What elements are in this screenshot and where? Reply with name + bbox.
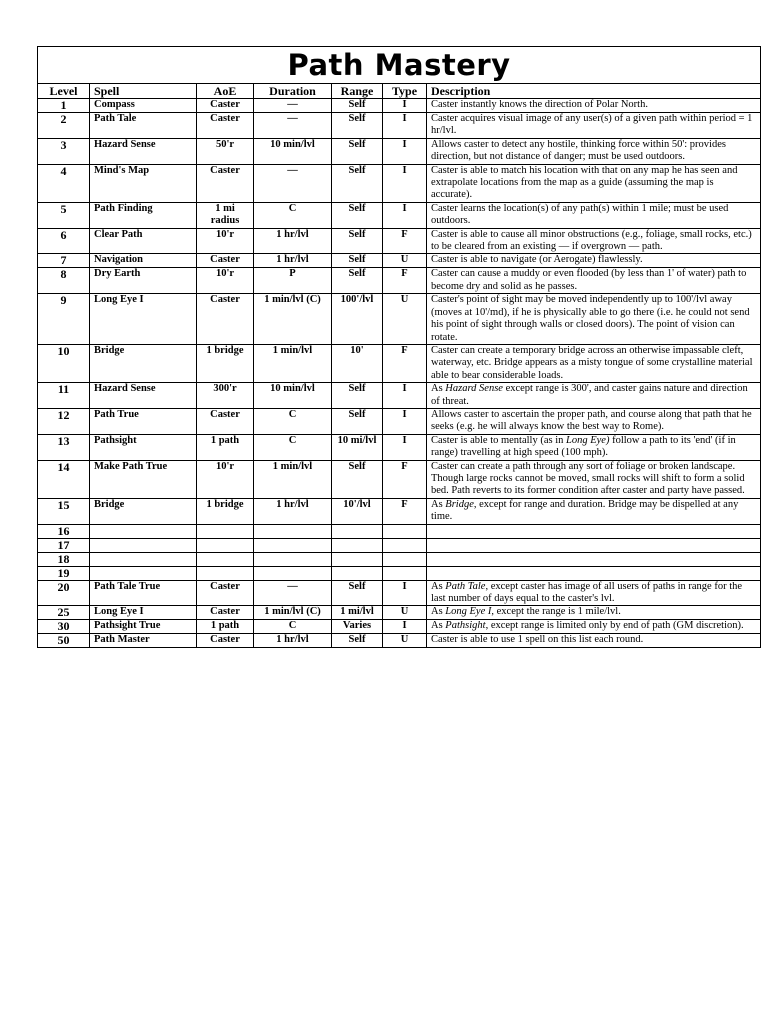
description-text: As [431, 383, 446, 395]
duration-cell [254, 524, 332, 538]
level-cell: 17 [38, 538, 90, 552]
type-cell: U [383, 606, 427, 620]
header-type: Type [383, 84, 427, 99]
header-spell: Spell [90, 84, 197, 99]
table-row [38, 538, 761, 552]
aoe-cell: Caster [197, 634, 254, 648]
table-row [38, 254, 761, 268]
type-cell: I [383, 99, 427, 113]
description-cell: Caster is able to match his location with that on any map he has seen and extrapolate locations from the map as a guide (assuming the map is accurate). [427, 164, 761, 202]
duration-cell: 10 min/lvl [254, 138, 332, 164]
duration-cell: 10 min/lvl [254, 383, 332, 409]
description-cell [427, 552, 761, 566]
spell-name-cell [90, 566, 197, 580]
spell-name-cell: Path Master [90, 634, 197, 648]
description-cell [427, 538, 761, 552]
range-cell: Self [332, 460, 383, 498]
level-cell: 25 [38, 606, 90, 620]
header-duration: Duration [254, 84, 332, 99]
table-row [38, 344, 761, 382]
type-cell: F [383, 228, 427, 254]
description-text: follow a path to its 'end' (if in range) travelling at high speed (100 mph). [431, 434, 736, 459]
description-cell: Caster instantly knows the direction of Polar North. [427, 99, 761, 113]
duration-cell: — [254, 99, 332, 113]
range-cell: Self [332, 408, 383, 434]
description-text: , except for range and duration. Bridge may be dispelled at any time. [431, 498, 739, 523]
range-cell: 10' [332, 344, 383, 382]
description-cell [427, 498, 761, 524]
header-row [38, 84, 761, 99]
aoe-cell: 300'r [197, 383, 254, 409]
aoe-cell [197, 552, 254, 566]
description-text: , except the range is 1 mile/lvl. [491, 606, 621, 618]
description-cell: Caster learns the location(s) of any path(s) within 1 mile; must be used outdoors. [427, 202, 761, 228]
type-cell: U [383, 634, 427, 648]
description-cell: Caster can create a temporary bridge across an otherwise impassable cleft, waterway, etc. Bridge appears as a misty tongue of some crystalline material able to bear considerable loads. [427, 344, 761, 382]
table-row [38, 606, 761, 620]
level-cell: 2 [38, 113, 90, 139]
table-row [38, 383, 761, 409]
level-cell: 6 [38, 228, 90, 254]
type-cell [383, 524, 427, 538]
spell-name-cell: Long Eye I [90, 294, 197, 345]
duration-cell: C [254, 408, 332, 434]
type-cell: U [383, 294, 427, 345]
level-cell: 9 [38, 294, 90, 345]
spell-name-cell: Long Eye I [90, 606, 197, 620]
description-cell: Caster is able to cause all minor obstructions (e.g., foliage, small rocks, etc.) to be cleared from an existing — if overgrown — path. [427, 228, 761, 254]
table-row [38, 460, 761, 498]
description-cell: Caster is able to use 1 spell on this list each round. [427, 634, 761, 648]
type-cell: I [383, 202, 427, 228]
spell-list-sheet [37, 46, 760, 648]
table-row [38, 434, 761, 460]
duration-cell: C [254, 434, 332, 460]
type-cell: U [383, 254, 427, 268]
level-cell: 50 [38, 634, 90, 648]
table-row [38, 566, 761, 580]
type-cell: I [383, 620, 427, 634]
level-cell: 11 [38, 383, 90, 409]
aoe-cell: 1 bridge [197, 498, 254, 524]
level-cell: 14 [38, 460, 90, 498]
aoe-cell: 1 path [197, 620, 254, 634]
description-cell: Allows caster to detect any hostile, thinking force within 50': provides direction, but not distance of danger; must be used outdoors. [427, 138, 761, 164]
level-cell: 7 [38, 254, 90, 268]
duration-cell: C [254, 620, 332, 634]
aoe-cell: Caster [197, 254, 254, 268]
aoe-cell: Caster [197, 408, 254, 434]
description-cell [427, 383, 761, 409]
duration-cell: 1 hr/lvl [254, 498, 332, 524]
aoe-cell: 1 bridge [197, 344, 254, 382]
type-cell [383, 538, 427, 552]
duration-cell: 1 min/lvl (C) [254, 606, 332, 620]
type-cell: I [383, 138, 427, 164]
duration-cell: 1 hr/lvl [254, 228, 332, 254]
duration-cell: 1 hr/lvl [254, 634, 332, 648]
level-cell: 5 [38, 202, 90, 228]
duration-cell: 1 min/lvl [254, 344, 332, 382]
table-row [38, 113, 761, 139]
type-cell: F [383, 498, 427, 524]
spell-reference: Pathsight [445, 620, 486, 632]
range-cell: Varies [332, 620, 383, 634]
description-cell: Caster is able to navigate (or Aerogate) flawlessly. [427, 254, 761, 268]
spell-name-cell: Pathsight True [90, 620, 197, 634]
table-row [38, 634, 761, 648]
spell-name-cell: Path Tale True [90, 580, 197, 606]
title-row [38, 47, 761, 84]
aoe-cell: Caster [197, 113, 254, 139]
level-cell: 12 [38, 408, 90, 434]
level-cell: 16 [38, 524, 90, 538]
page-title: Path Mastery [287, 48, 511, 82]
spell-name-cell: Hazard Sense [90, 138, 197, 164]
aoe-cell: 1 mi radius [197, 202, 254, 228]
duration-cell: — [254, 164, 332, 202]
spell-name-cell [90, 524, 197, 538]
duration-cell: P [254, 268, 332, 294]
aoe-cell [197, 566, 254, 580]
description-text: As [431, 620, 446, 632]
description-cell [427, 434, 761, 460]
aoe-cell: 10'r [197, 268, 254, 294]
header-level: Level [38, 84, 90, 99]
aoe-cell: Caster [197, 606, 254, 620]
description-cell: Allows caster to ascertain the proper path, and course along that path that he seeks (e.g. he will always know the best way to Rome). [427, 408, 761, 434]
range-cell: Self [332, 254, 383, 268]
table-row [38, 228, 761, 254]
level-cell: 3 [38, 138, 90, 164]
spell-name-cell: Navigation [90, 254, 197, 268]
table-row [38, 202, 761, 228]
range-cell: Self [332, 164, 383, 202]
table-row [38, 498, 761, 524]
description-cell [427, 606, 761, 620]
table-row [38, 138, 761, 164]
range-cell [332, 552, 383, 566]
header-description: Description [427, 84, 761, 99]
title-cell [38, 47, 761, 84]
level-cell: 18 [38, 552, 90, 566]
range-cell: Self [332, 228, 383, 254]
spell-reference: Bridge [445, 498, 474, 510]
range-cell [332, 538, 383, 552]
spell-name-cell [90, 538, 197, 552]
spell-name-cell: Mind's Map [90, 164, 197, 202]
aoe-cell: 10'r [197, 228, 254, 254]
description-cell: Caster's point of sight may be moved independently up to 100'/lvl away (moves at 10'/md), if he is physically able to go there (i.e. he could not send his point of sight through walls or closed doors). The point of vision can rotate. [427, 294, 761, 345]
description-cell [427, 524, 761, 538]
description-text: , except range is limited only by end of path (GM discretion). [485, 620, 744, 632]
level-cell: 10 [38, 344, 90, 382]
spell-name-cell [90, 552, 197, 566]
description-cell [427, 566, 761, 580]
range-cell: Self [332, 113, 383, 139]
range-cell: Self [332, 580, 383, 606]
description-cell [427, 620, 761, 634]
spell-rows [38, 99, 761, 648]
header-aoe: AoE [197, 84, 254, 99]
range-cell [332, 524, 383, 538]
table-row [38, 99, 761, 113]
table-row [38, 580, 761, 606]
spell-reference: Hazard Sense [445, 383, 503, 395]
aoe-cell: Caster [197, 164, 254, 202]
duration-cell: 1 min/lvl [254, 460, 332, 498]
duration-cell [254, 566, 332, 580]
range-cell: Self [332, 383, 383, 409]
range-cell: Self [332, 268, 383, 294]
range-cell: 1 mi/lvl [332, 606, 383, 620]
table-row [38, 294, 761, 345]
spell-name-cell: Clear Path [90, 228, 197, 254]
range-cell: Self [332, 202, 383, 228]
spell-name-cell: Hazard Sense [90, 383, 197, 409]
aoe-cell: Caster [197, 294, 254, 345]
aoe-cell: 1 path [197, 434, 254, 460]
type-cell: I [383, 434, 427, 460]
spell-reference: Long Eye I [445, 606, 492, 618]
description-text: As [431, 580, 446, 592]
duration-cell [254, 538, 332, 552]
header-range: Range [332, 84, 383, 99]
spell-name-cell: Path Tale [90, 113, 197, 139]
aoe-cell: 50'r [197, 138, 254, 164]
range-cell: Self [332, 138, 383, 164]
description-cell: Caster can create a path through any sort of foliage or broken landscape. Though large rocks cannot be moved, small rocks will shift to form a solid bed. Path reverts to its former condition after caster and party have passed. [427, 460, 761, 498]
spell-name-cell: Compass [90, 99, 197, 113]
type-cell: I [383, 580, 427, 606]
level-cell: 20 [38, 580, 90, 606]
aoe-cell [197, 538, 254, 552]
spell-name-cell: Bridge [90, 498, 197, 524]
range-cell [332, 566, 383, 580]
duration-cell: 1 hr/lvl [254, 254, 332, 268]
type-cell: I [383, 383, 427, 409]
duration-cell [254, 552, 332, 566]
range-cell: 10'/lvl [332, 498, 383, 524]
description-text: except range is 300', and caster gains nature and direction of threat. [431, 383, 748, 407]
spell-name-cell: Bridge [90, 344, 197, 382]
range-cell: 10 mi/lvl [332, 434, 383, 460]
spell-name-cell: Path Finding [90, 202, 197, 228]
level-cell: 19 [38, 566, 90, 580]
level-cell: 4 [38, 164, 90, 202]
level-cell: 13 [38, 434, 90, 460]
type-cell [383, 566, 427, 580]
spell-reference: Path Tale [445, 580, 486, 592]
type-cell: I [383, 408, 427, 434]
description-cell [427, 580, 761, 606]
description-cell: Caster can cause a muddy or even flooded (by less than 1' of water) path to become dry and solid as he passes. [427, 268, 761, 294]
range-cell: Self [332, 99, 383, 113]
range-cell: 100'/lvl [332, 294, 383, 345]
aoe-cell: 10'r [197, 460, 254, 498]
spell-name-cell: Path True [90, 408, 197, 434]
range-cell: Self [332, 634, 383, 648]
table-row [38, 408, 761, 434]
type-cell: F [383, 344, 427, 382]
level-cell: 1 [38, 99, 90, 113]
description-text: As [431, 498, 446, 510]
table-row [38, 620, 761, 634]
type-cell: I [383, 164, 427, 202]
description-text: Caster is able to mentally (as in [431, 434, 567, 446]
level-cell: 15 [38, 498, 90, 524]
type-cell: F [383, 268, 427, 294]
spell-name-cell: Make Path True [90, 460, 197, 498]
duration-cell: C [254, 202, 332, 228]
duration-cell: — [254, 580, 332, 606]
table-row [38, 164, 761, 202]
description-text: As [431, 606, 446, 618]
description-cell: Caster acquires visual image of any user(s) of a given path within period = 1 hr/lvl. [427, 113, 761, 139]
type-cell [383, 552, 427, 566]
aoe-cell: Caster [197, 580, 254, 606]
table-row [38, 524, 761, 538]
level-cell: 30 [38, 620, 90, 634]
spell-reference: Long Eye) [566, 434, 610, 446]
duration-cell: 1 min/lvl (C) [254, 294, 332, 345]
table-row [38, 268, 761, 294]
aoe-cell [197, 524, 254, 538]
level-cell: 8 [38, 268, 90, 294]
spell-name-cell: Pathsight [90, 434, 197, 460]
spell-name-cell: Dry Earth [90, 268, 197, 294]
duration-cell: — [254, 113, 332, 139]
aoe-cell: Caster [197, 99, 254, 113]
type-cell: F [383, 460, 427, 498]
description-text: , except caster has image of all users of paths in range for the last number of days equal to the caster's lvl. [431, 580, 743, 604]
spell-table [37, 46, 761, 648]
type-cell: I [383, 113, 427, 139]
table-row [38, 552, 761, 566]
